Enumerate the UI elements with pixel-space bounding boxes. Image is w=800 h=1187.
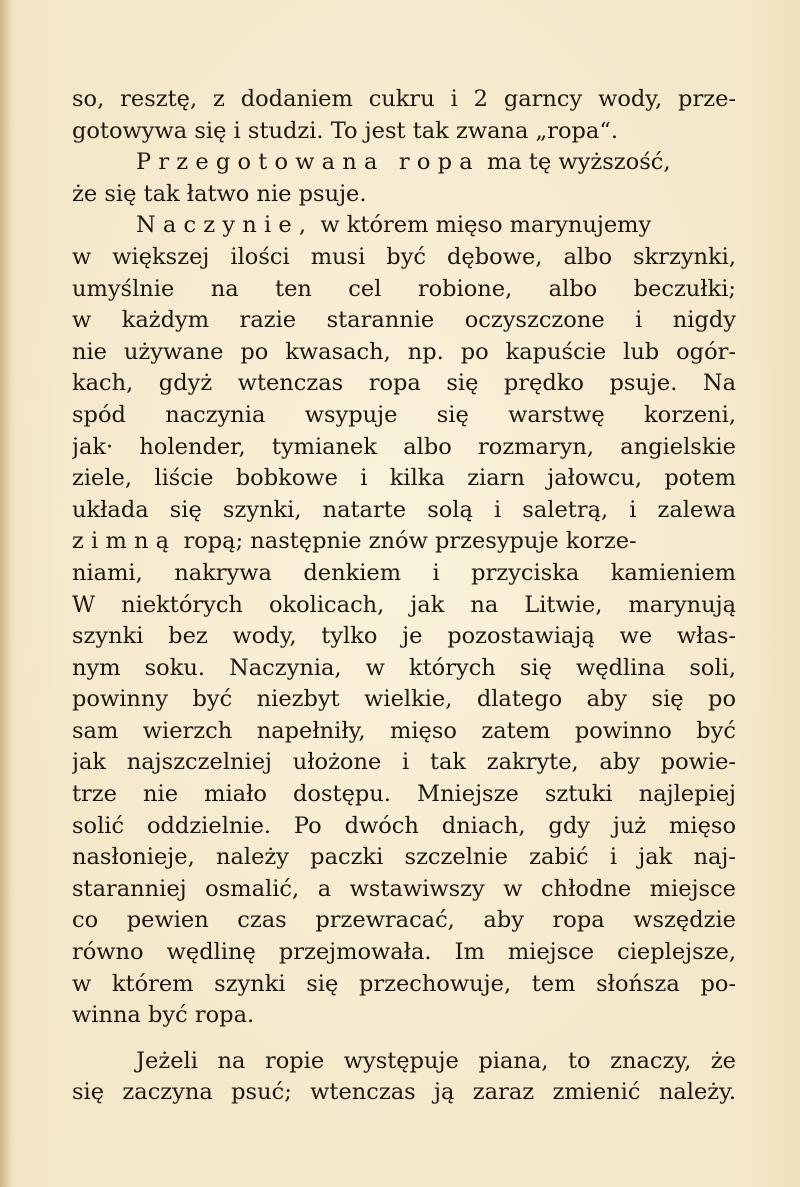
- text-line: co pewien czas przewracać, aby ropa wszędzie: [72, 907, 736, 934]
- text-line: w każdym razie starannie oczyszczone i nigdy: [72, 307, 736, 334]
- text-line: powinny być niezbyt wielkie, dlatego aby się po: [72, 686, 736, 713]
- text-line: sam wierzch napełniły, mięso zatem powinno być: [72, 717, 736, 744]
- text-line: ziele, liście bobkowe i kilka ziarn jałowcu, potem: [72, 465, 736, 492]
- text-line: so, resztę, z dodaniem cukru i 2 garncy wody, prze-: [72, 86, 736, 112]
- text-line: winna być ropa.: [72, 1002, 255, 1029]
- text-line: umyślnie na ten cel robione, albo beczułki;: [72, 275, 736, 302]
- text-line: że się tak łatwo nie psuje.: [72, 180, 367, 207]
- text-line: W niektórych okolicach, jak na Litwie, marynują: [72, 591, 736, 618]
- text-line: jak· holender, tymianek albo rozmaryn, angielskie: [72, 433, 736, 460]
- text-segment: w którem mięso marynujemy: [320, 212, 652, 239]
- text-line: gotowywa się i studzi. To jest tak zwana „ropa“.: [72, 117, 618, 144]
- text-line: równo wędlinę przejmowała. Im miejsce cieplejsze,: [72, 939, 736, 966]
- text-line: nie używane po kwasach, np. po kapuście lub ogór-: [72, 338, 736, 365]
- text-segment: ma tę wyższość,: [487, 149, 671, 176]
- text-line: [72, 526, 736, 558]
- text-line: układa się szynki, natarte solą i saletrą, i zalewa: [72, 496, 736, 523]
- text-line: w którem szynki się przechowuje, tem słońsza po-: [72, 970, 736, 997]
- text-line: trze nie miało dostępu. Mniejsze sztuki najlepiej: [72, 781, 736, 808]
- text-line: kach, gdyż wtenczas ropa się prędko psuje. Na: [72, 370, 736, 397]
- text-line: niami, nakrywa denkiem i przyciska kamieniem: [72, 559, 736, 586]
- body-text: [72, 84, 736, 1109]
- paragraph-gap: [72, 1032, 736, 1046]
- text-line: jak najszczelniej ułożone i tak zakryte, aby powie-: [72, 749, 736, 776]
- text-line: szynki bez wody, tylko je pozostawiają we włas-: [72, 623, 736, 650]
- text-segment: ropą; następnie znów przesypuje korze-: [183, 528, 637, 555]
- text-line: w większej ilości musi być dębowe, albo skrzynki,: [72, 243, 736, 270]
- text-line: się zaczyna psuć; wtenczas ją zaraz zmienić należy.: [72, 1079, 736, 1106]
- text-line: [72, 210, 736, 242]
- spaced-emphasis: zimną: [72, 528, 177, 555]
- spaced-emphasis: Przegotowana ropa: [136, 149, 480, 176]
- text-line: staranniej osmalić, a wstawiwszy w chłodne miejsce: [72, 875, 736, 902]
- text-line: solić oddzielnie. Po dwóch dniach, gdy już mięso: [72, 812, 736, 839]
- text-line: [72, 147, 736, 179]
- text-line: nym soku. Naczynia, w których się wędlina soli,: [72, 654, 736, 681]
- text-line: spód naczynia wsypuje się warstwę korzeni,: [72, 401, 736, 428]
- text-line: Jeżeli na ropie występuje piana, to znaczy, że: [136, 1047, 736, 1074]
- text-line: nasłonieje, należy paczki szczelnie zabić i jak naj-: [72, 844, 736, 871]
- spaced-emphasis: Naczynie,: [136, 212, 314, 239]
- page-binding-shadow: [0, 0, 12, 1187]
